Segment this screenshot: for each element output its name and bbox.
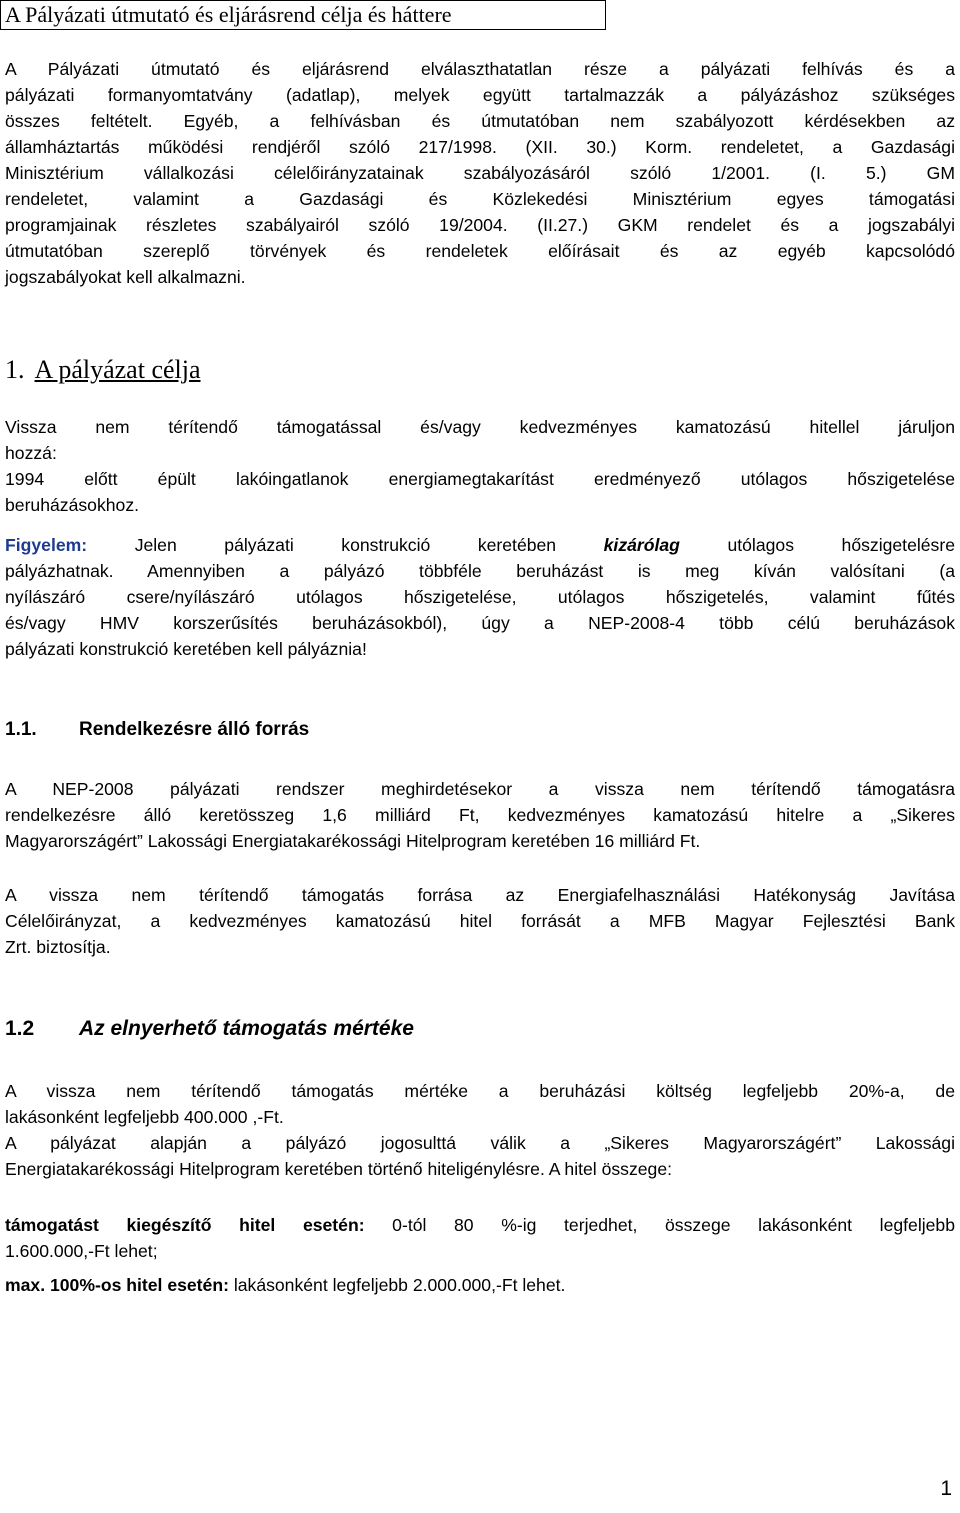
notice-line: és/vagy HMV korszerűsítés beruházásokból), úgy a NEP-2008-4 több célú beruházások	[5, 613, 955, 633]
section-1-2-line: lakásonként legfeljebb 400.000 ,-Ft.	[5, 1107, 284, 1127]
section-1-line: Vissza nem térítendő támogatással és/vagy kedvezményes kamatozású hitellel járuljon	[5, 417, 955, 437]
notice-emphasis: kizárólag	[603, 535, 680, 555]
intro-line: jogszabályokat kell alkalmazni.	[5, 267, 246, 287]
notice-line: nyílászáró csere/nyílászáró utólagos hőszigetelése, utólagos hőszigetelés, valamint fűtés	[5, 587, 955, 607]
section-1-line: hozzá:	[5, 443, 57, 463]
section-1-line: beruházásokhoz.	[5, 495, 139, 515]
loan-item-line	[5, 1272, 955, 1298]
loan-item-text: lakásonként legfeljebb 2.000.000,-Ft lehet.	[228, 1275, 566, 1295]
section-1-1-line: A vissza nem térítendő támogatás forrása az Energiafelhasználási Hatékonyság Javítása	[5, 885, 955, 905]
intro-line: A Pályázati útmutató és eljárásrend elválaszthatatlan része a pályázati felhívás és a	[5, 59, 955, 79]
section-1-1-paragraph-1	[5, 776, 955, 854]
intro-line: államháztartás működési rendjéről szóló 217/1998. (XII. 30.) Korm. rendeletet, a Gazdasági	[5, 137, 955, 157]
section-1-2-line: Energiatakarékossági Hitelprogram keretében történő hiteligénylésre. A hitel összege:	[5, 1159, 672, 1179]
section-1-2-line: A pályázat alapján a pályázó jogosulttá válik a „Sikeres Magyarországért” Lakossági	[5, 1133, 955, 1153]
section-1-2-heading	[5, 1014, 414, 1044]
loan-item-label: max. 100%-os hitel esetén:	[5, 1275, 229, 1295]
section-1-2-title: Az elnyerhető támogatás mértéke	[79, 1017, 414, 1040]
section-1-1-line: A NEP-2008 pályázati rendszer meghirdetésekor a vissza nem térítendő támogatásra	[5, 779, 955, 799]
intro-line: rendeletet, valamint a Gazdasági és Közlekedési Minisztérium egyes támogatási	[5, 189, 955, 209]
notice-text: Jelen pályázati konstrukció keretében	[87, 535, 604, 555]
section-1-number: 1.	[5, 355, 25, 384]
section-1-1-line: Zrt. biztosítja.	[5, 937, 111, 957]
page-number: 1	[940, 1477, 952, 1500]
section-1-1-heading	[5, 717, 309, 743]
section-1-2-line: A vissza nem térítendő támogatás mértéke a beruházási költség legfeljebb 20%-a, de	[5, 1081, 955, 1101]
section-1-heading	[5, 354, 201, 386]
section-1-1-title: Rendelkezésre álló forrás	[79, 719, 310, 740]
loan-item-label: támogatást kiegészítő hitel esetén:	[5, 1215, 365, 1235]
section-1-title: A pályázat célja	[34, 355, 201, 384]
notice-label: Figyelem:	[5, 535, 88, 555]
intro-paragraph	[5, 56, 955, 290]
section-1-2-paragraph	[5, 1078, 955, 1182]
section-1-1-line: Célelőirányzat, a kedvezményes kamatozású hitel forrását a MFB Magyar Fejlesztési Bank	[5, 911, 955, 931]
loan-item-2	[5, 1272, 955, 1298]
loan-item-text: 0-tól 80 %-ig terjedhet, összege lakásonként legfeljebb	[364, 1215, 955, 1235]
intro-line: Minisztérium vállalkozási célelőirányzatainak szabályozásáról szóló 1/2001. (I. 5.) GM	[5, 163, 955, 183]
notice-line: pályázati konstrukció keretében kell pályáznia!	[5, 639, 367, 659]
notice-text: utólagos hőszigetelésre	[679, 535, 955, 555]
loan-item-line: 1.600.000,-Ft lehet;	[5, 1241, 158, 1261]
section-1-1-number: 1.1.	[5, 719, 37, 740]
section-1-paragraph	[5, 414, 955, 518]
notice-line: pályázhatnak. Amennyiben a pályázó többféle beruházást is meg kíván valósítani (a	[5, 561, 955, 581]
section-1-line: 1994 előtt épült lakóingatlanok energiamegtakarítást eredményező utólagos hőszigetelése	[5, 469, 955, 489]
notice-paragraph	[5, 532, 955, 662]
intro-line: összes feltételt. Egyéb, a felhívásban és útmutatóban nem szabályozott kérdésekben az	[5, 111, 955, 131]
intro-line: programjainak részletes szabályairól szóló 19/2004. (II.27.) GKM rendelet és a jogszabályi	[5, 215, 955, 235]
loan-item-line	[5, 1212, 955, 1238]
section-1-1-paragraph-2	[5, 882, 955, 960]
intro-line: útmutatóban szereplő törvények és rendeletek előírásait és az egyéb kapcsolódó	[5, 241, 955, 261]
section-1-2-number: 1.2	[5, 1017, 35, 1040]
document-heading: A Pályázati útmutató és eljárásrend célja és háttere	[0, 0, 606, 30]
loan-item-1	[5, 1212, 955, 1264]
section-1-1-line: Magyarországért” Lakossági Energiatakarékossági Hitelprogram keretében 16 milliárd Ft.	[5, 831, 701, 851]
section-1-1-line: rendelkezésre álló keretösszeg 1,6 milliárd Ft, kedvezményes kamatozású hitelre a „Sikeres	[5, 805, 955, 825]
notice-line	[5, 532, 955, 558]
intro-line: pályázati formanyomtatvány (adatlap), melyek együtt tartalmazzák a pályázáshoz szükséges	[5, 85, 955, 105]
